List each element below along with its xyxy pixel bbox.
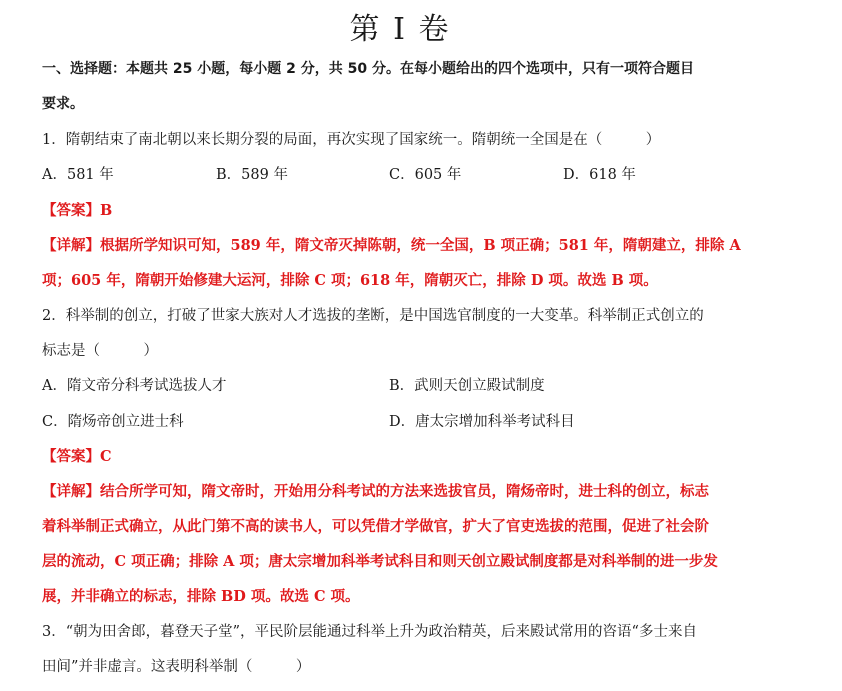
q1-option-d[interactable]: D．618 年 [563, 167, 636, 183]
page-title: 第 I 卷 [349, 12, 451, 47]
section-heading-line1: 一、选择题：本题共 25 小题，每小题 2 分，共 50 分。在每小题给出的四个选项中，只有一项符合题目 [42, 61, 694, 77]
q2-option-b[interactable]: B．武则天创立殿试制度 [389, 378, 545, 394]
q1-option-c[interactable]: C．605 年 [389, 167, 462, 183]
q2-detail-line4: 展，并非确立的标志，排除 BD 项。故选 C 项。 [42, 588, 360, 605]
q1-stem: 1．隋朝结束了南北朝以来长期分裂的局面，再次实现了国家统一。隋朝统一全国是在（ ） [42, 132, 661, 148]
q1-answer: 【答案】B [42, 202, 113, 219]
q1-detail-line2: 项；605 年，隋朝开始修建大运河，排除 C 项；618 年，隋朝灭亡，排除 D 项。故选 B 项。 [42, 272, 658, 289]
q3-stem-line2: 田间”并非虚言。这表明科举制（ ） [42, 659, 311, 675]
q1-option-b[interactable]: B．589 年 [216, 167, 288, 183]
q2-stem-line1: 2．科举制的创立，打破了世家大族对人才选拔的垄断，是中国选官制度的一大变革。科举制正式创立的 [42, 308, 704, 324]
q2-detail-line3: 层的流动，C 项正确；排除 A 项；唐太宗增加科举考试科目和则天创立殿试制度都是对科举制的进一步发 [42, 553, 718, 570]
q1-detail-line1: 【详解】根据所学知识可知，589 年，隋文帝灭掉陈朝，统一全国，B 项正确；581 年，隋朝建立，排除 A [42, 237, 741, 254]
q2-detail-line2: 着科举制正式确立，从此门第不高的读书人，可以凭借才学做官，扩大了官吏选拔的范围，促进了社会阶 [42, 518, 709, 535]
q2-answer: 【答案】C [42, 448, 112, 465]
q3-stem-line1: 3．“朝为田舍郎，暮登天子堂”，平民阶层能通过科举上升为政治精英，后来殿试常用的咨语“多士来自 [42, 624, 697, 640]
q2-detail-line1: 【详解】结合所学可知，隋文帝时，开始用分科考试的方法来选拔官员，隋炀帝时，进士科的创立，标志 [42, 483, 709, 500]
section-heading-line2: 要求。 [42, 96, 84, 112]
q1-option-a[interactable]: A．581 年 [42, 167, 114, 183]
q2-option-d[interactable]: D．唐太宗增加科举考试科目 [389, 414, 575, 430]
q2-stem-line2: 标志是（ ） [42, 343, 158, 359]
q2-option-c[interactable]: C．隋炀帝创立进士科 [42, 414, 184, 430]
q2-option-a[interactable]: A．隋文帝分科考试选拔人才 [42, 378, 227, 394]
